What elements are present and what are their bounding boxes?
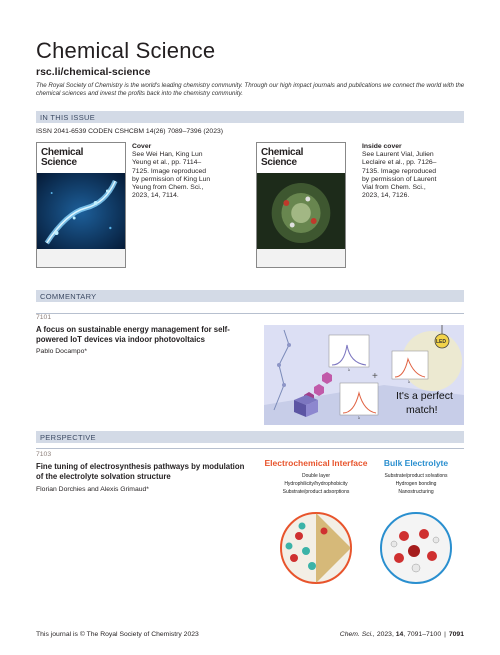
cover-label: Inside cover (362, 143, 402, 150)
right-heading: Bulk Electrolyte (383, 458, 449, 468)
left-item: Hydrophilicity/hydrophobicity (284, 481, 348, 487)
journal-url[interactable]: rsc.li/chemical-science (36, 66, 151, 78)
inside-cover-image (256, 142, 346, 268)
perspective-page-number: 7103 (36, 451, 52, 458)
right-item: Substrate/product solvations (384, 473, 448, 479)
commentary-graphical-abstract (264, 325, 464, 425)
graphic-axis-label-3: λ (408, 379, 410, 384)
graphic-axis-label-2: λ (358, 415, 360, 420)
left-item: Double layer (301, 473, 331, 479)
divider (36, 313, 464, 314)
issn-line: ISSN 2041-6539 CODEN CSHCBM 14(26) 7089–7396 (2023) (36, 128, 224, 135)
divider (36, 448, 464, 449)
led-label: LED (436, 339, 446, 345)
citation-journal: Chem. Sci., (339, 631, 375, 638)
footer-separator: | (444, 631, 446, 638)
journal-title: Chemical Science (36, 38, 216, 63)
section-header-commentary (36, 290, 464, 302)
cover-image (36, 142, 126, 268)
right-item: Nanostructuring (398, 489, 434, 495)
left-item: Substrate/product adsorptions (282, 489, 350, 495)
footer-copyright: This journal is © The Royal Society of Chemistry 2023 (36, 631, 199, 638)
page-number: 7091 (448, 631, 464, 638)
perspective-graphical-abstract (264, 456, 464, 596)
section-label: COMMENTARY (40, 291, 97, 301)
citation-year: 2023, (374, 631, 396, 638)
commentary-graphic (264, 325, 464, 425)
cover-title-line-2: Science (41, 157, 77, 168)
cover-artwork (37, 173, 125, 251)
graphic-caption-line-1: It's a perfect (396, 390, 453, 402)
plus-symbol: + (372, 371, 378, 382)
cover-title-line-2: Science (261, 157, 297, 168)
graphic-caption-line-2: match! (406, 404, 438, 416)
inside-cover-artwork (257, 173, 345, 251)
inside-cover-caption (362, 143, 442, 200)
cover-caption (132, 143, 212, 200)
right-item: Hydrogen bonding (395, 481, 437, 487)
cover-label: Cover (132, 143, 152, 150)
journal-description: The Royal Society of Chemistry is the world's leading chemistry community. Through our high impact journals and publications we connect the world with the chemical sciences and invest the profits back into the chemistry community. (36, 82, 465, 97)
cover-text: See Laurent Vial, Julien Leclaire et al., pp. 7126–7135. Image reproduced by permission of Laurent Vial from Chem. Sci., 2023, 14, 7126. (362, 151, 437, 200)
citation-pages: , 7091–7100 (403, 631, 442, 638)
section-header-in-this-issue (36, 111, 464, 123)
left-heading: Electrochemical Interface (264, 458, 368, 468)
perspective-graphic (264, 456, 464, 596)
citation-volume: 14 (395, 631, 404, 638)
footer-citation (340, 631, 464, 638)
graphic-axis-label-1: λ (348, 367, 350, 372)
cover-text: See Wei Han, King Lun Yeung et al., pp. 7114–7125. Image reproduced by permission of King Lun Yeung from Chem. Sci., 2023, 14, 7114. (132, 151, 211, 200)
commentary-page-number: 7101 (36, 314, 52, 321)
commentary-title[interactable]: A focus on sustainable energy management for self-powered IoT devices via indoor photovoltaics (36, 325, 230, 344)
perspective-authors: Florian Dorchies and Alexis Grimaud* (36, 486, 149, 493)
cover-title-line-1: Chemical (261, 147, 304, 158)
section-header-perspective (36, 431, 464, 443)
section-label: IN THIS ISSUE (40, 112, 96, 122)
perspective-title[interactable]: Fine tuning of electrosynthesis pathways by modulation of the electrolyte solvation structure (36, 462, 245, 481)
commentary-authors: Pablo Docampo* (36, 348, 88, 355)
cover-title-line-1: Chemical (41, 147, 84, 158)
section-label: PERSPECTIVE (40, 432, 96, 442)
